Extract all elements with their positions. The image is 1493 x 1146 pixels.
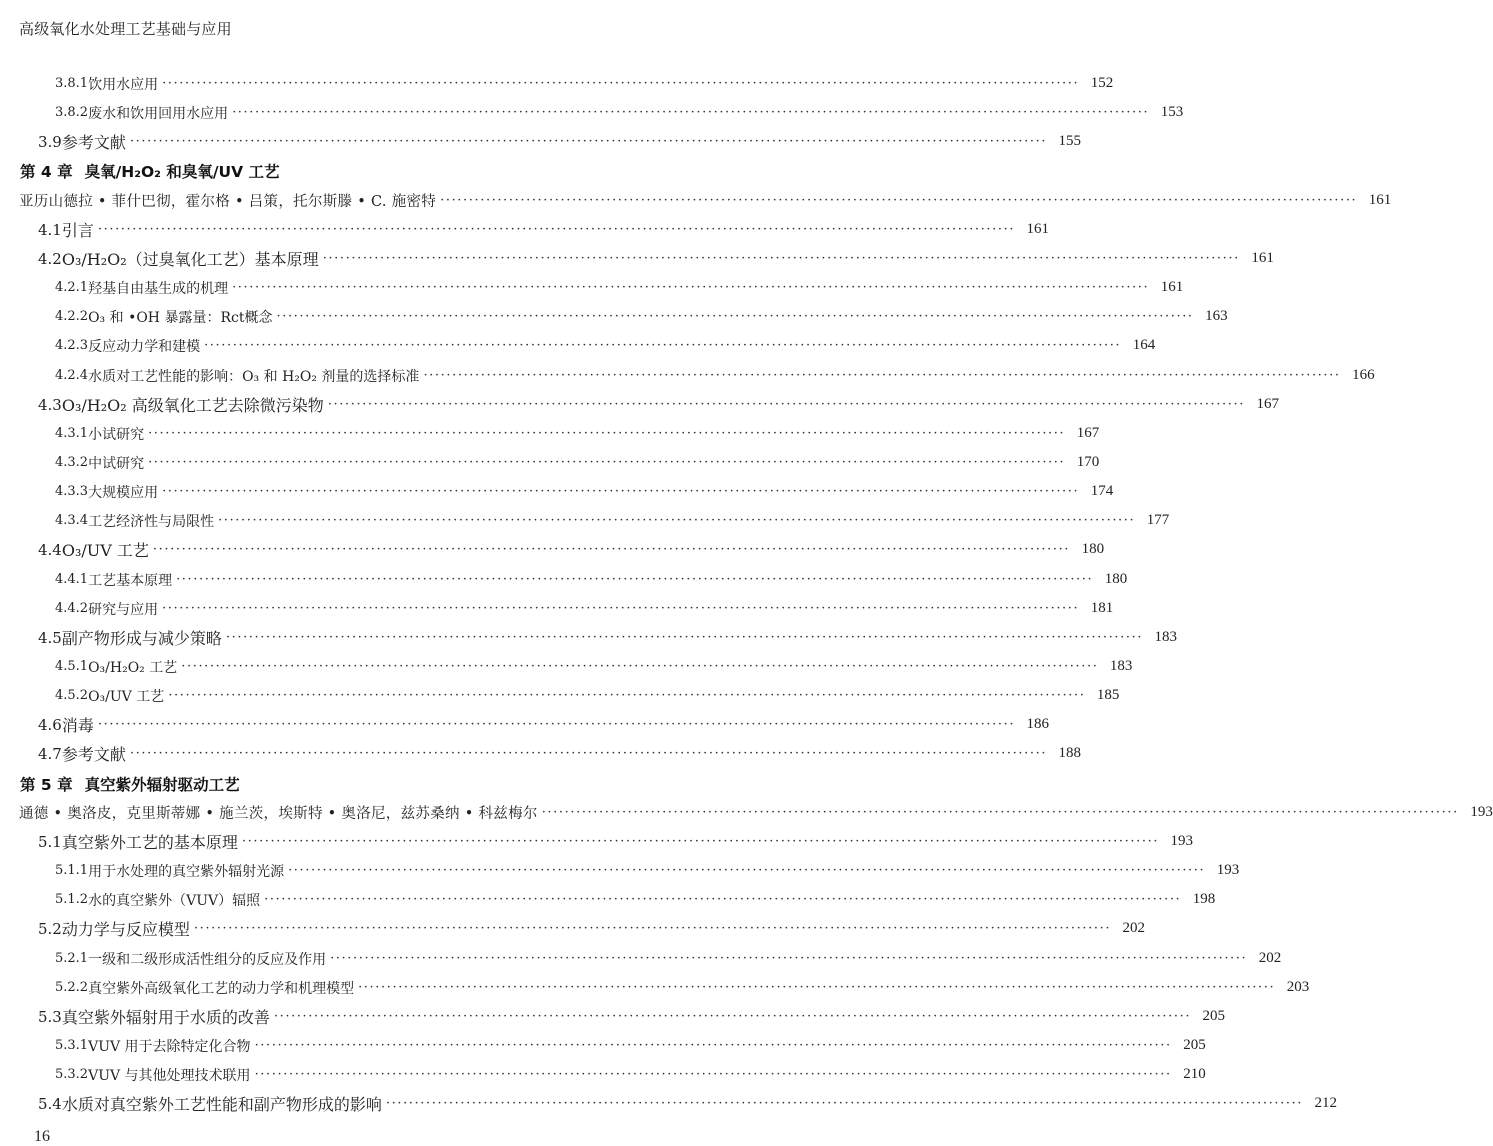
- section-title: 水质对工艺性能的影响：O₃ 和 H₂O₂ 剂量的选择标准: [88, 368, 420, 385]
- section-number: 5.4: [38, 1094, 62, 1113]
- dot-leader: ································································································································································: [168, 688, 1086, 703]
- section-title: O₃/H₂O₂（过臭氧化工艺）基本原理: [61, 250, 319, 269]
- section-number: 5.1.2: [55, 892, 89, 907]
- page-ref: 161: [1368, 192, 1392, 208]
- dot-leader: ································································································································································: [97, 717, 1016, 732]
- section-title: 真空紫外工艺的基本原理: [61, 833, 238, 852]
- page-ref: 161: [1026, 221, 1050, 237]
- dot-leader: ································································································································································: [152, 542, 1071, 557]
- toc-entry[interactable]: [55, 302, 1228, 331]
- section-number: 5.3.1: [55, 1038, 89, 1053]
- page-ref: 203: [1286, 979, 1310, 995]
- section-title: 水的真空紫外（VUV）辐照: [88, 892, 261, 909]
- dot-leader: ································································································································································: [162, 76, 1080, 91]
- page-number: 16: [34, 1128, 50, 1145]
- toc-entry[interactable]: [55, 448, 1100, 477]
- section-number: 4.2.1: [55, 280, 89, 295]
- dot-leader: ································································································································································: [541, 805, 1459, 820]
- section-number: 4.5.1: [55, 659, 89, 674]
- toc-entry[interactable]: [55, 273, 1184, 302]
- page-ref: 205: [1183, 1037, 1206, 1053]
- chapter-number: 第 5 章: [20, 775, 73, 794]
- section-number: 4.5: [38, 628, 62, 647]
- dot-leader: ································································································································································: [232, 105, 1150, 120]
- toc-entry[interactable]: [55, 594, 1114, 623]
- page-ref: 152: [1090, 75, 1114, 91]
- page-ref: 188: [1058, 745, 1082, 761]
- page-ref: 161: [1160, 279, 1184, 295]
- dot-leader: ································································································································································: [162, 484, 1080, 499]
- section-number: 5.1.1: [55, 863, 89, 878]
- section-number: 4.3.3: [55, 484, 89, 499]
- section-title: O₃/H₂O₂ 工艺: [88, 659, 178, 676]
- page-ref: 198: [1192, 891, 1216, 907]
- section-number: 5.1: [38, 832, 62, 851]
- toc-authors-entry[interactable]: [19, 798, 1493, 827]
- page-ref: 174: [1090, 483, 1114, 499]
- toc-entry[interactable]: [38, 1089, 1338, 1118]
- section-number: 4.1: [38, 220, 62, 239]
- section-title: 参考文献: [61, 745, 126, 764]
- toc-entry[interactable]: [55, 69, 1114, 98]
- section-title: VUV 与其他处理技术联用: [88, 1067, 251, 1084]
- page-ref: 210: [1183, 1066, 1206, 1082]
- toc-entry[interactable]: [38, 623, 1178, 652]
- section-number: 5.2.1: [55, 951, 89, 966]
- section-number: 4.4.1: [55, 572, 89, 587]
- section-number: 5.3.2: [55, 1067, 89, 1082]
- section-title: 中试研究: [88, 455, 145, 472]
- toc-entry[interactable]: [55, 885, 1216, 914]
- page-ref: 180: [1104, 571, 1128, 587]
- section-title: 一级和二级形成活性组分的反应及作用: [88, 951, 327, 968]
- toc-entry[interactable]: [38, 710, 1050, 739]
- page-ref: 167: [1076, 425, 1100, 441]
- toc-entry[interactable]: [55, 477, 1114, 506]
- section-number: 4.3: [38, 395, 62, 414]
- section-title: O₃ 和 •OH 暴露量：Rct概念: [88, 309, 273, 326]
- section-number: 4.2.2: [55, 309, 89, 324]
- section-title: 羟基自由基生成的机理: [88, 280, 229, 297]
- toc-entry[interactable]: [38, 1002, 1226, 1031]
- dot-leader: ································································································································································: [97, 222, 1016, 237]
- section-number: 5.2: [38, 919, 62, 938]
- dot-leader: ································································································································································: [129, 746, 1048, 761]
- section-number: 4.3.2: [55, 455, 89, 470]
- page-ref: 193: [1470, 804, 1493, 820]
- dot-leader: ································································································································································: [288, 863, 1206, 878]
- page-ref: 202: [1258, 950, 1282, 966]
- page-ref: 181: [1090, 600, 1114, 616]
- section-title: 小试研究: [88, 426, 145, 443]
- page-ref: 186: [1026, 716, 1050, 732]
- toc-entry[interactable]: [38, 914, 1146, 943]
- section-number: 3.8.1: [55, 76, 89, 91]
- toc-entry[interactable]: [38, 215, 1050, 244]
- toc-entry[interactable]: [55, 331, 1156, 360]
- toc-entry[interactable]: [38, 535, 1105, 564]
- section-number: 4.6: [38, 715, 62, 734]
- chapter-heading: [20, 156, 280, 185]
- toc-entry[interactable]: [38, 827, 1194, 856]
- toc-authors-entry[interactable]: [19, 186, 1392, 215]
- section-number: 4.4: [38, 540, 62, 559]
- page-ref: 205: [1202, 1008, 1226, 1024]
- toc-entry[interactable]: [55, 419, 1100, 448]
- section-number: 4.2.3: [55, 338, 89, 353]
- dot-leader: ································································································································································: [225, 630, 1144, 645]
- section-title: 引言: [61, 221, 94, 240]
- section-title: 工艺经济性与局限性: [88, 513, 215, 530]
- section-number: 4.2: [38, 249, 62, 268]
- section-title: 消毒: [61, 716, 94, 735]
- toc-entry[interactable]: [55, 652, 1133, 681]
- dot-leader: ································································································································································: [181, 659, 1099, 674]
- toc-entry[interactable]: [55, 1031, 1206, 1060]
- section-number: 3.9: [38, 132, 62, 151]
- page-ref: 177: [1146, 512, 1170, 528]
- page-ref: 202: [1122, 920, 1146, 936]
- dot-leader: ································································································································································: [204, 338, 1122, 353]
- page-ref: 153: [1160, 104, 1184, 120]
- section-title: 亚历山德拉 • 菲什巴彻，霍尔格 • 吕策，托尔斯滕 • C. 施密特: [19, 194, 437, 210]
- section-number: 4.2.4: [55, 368, 89, 383]
- toc-entry[interactable]: [38, 127, 1082, 156]
- dot-leader: ································································································································································: [148, 455, 1066, 470]
- dot-leader: ································································································································································: [162, 601, 1080, 616]
- section-number: 5.2.2: [55, 980, 89, 995]
- section-title: 用于水处理的真空紫外辐射光源: [88, 863, 285, 880]
- section-title: O₃/UV 工艺: [61, 541, 149, 560]
- section-title: 饮用水应用: [88, 76, 159, 93]
- section-title: 副产物形成与减少策略: [61, 629, 222, 648]
- toc-entry[interactable]: [55, 98, 1184, 127]
- toc-entry[interactable]: [38, 390, 1279, 419]
- dot-leader: ································································································································································: [273, 1009, 1192, 1024]
- section-number: 4.3.1: [55, 426, 89, 441]
- dot-leader: ································································································································································: [241, 834, 1160, 849]
- page-ref: 155: [1058, 133, 1082, 149]
- toc-entry[interactable]: [55, 1060, 1206, 1089]
- section-title: 废水和饮用回用水应用: [88, 105, 229, 122]
- dot-leader: ································································································································································: [358, 980, 1276, 995]
- page-ref: 170: [1076, 454, 1100, 470]
- toc-entry[interactable]: [55, 565, 1128, 594]
- dot-leader: ································································································································································: [276, 309, 1194, 324]
- section-title: 通德 • 奥洛皮，克里斯蒂娜 • 施兰茨，埃斯特 • 奥洛尼，兹苏桑纳 • 科兹梅尔: [19, 806, 538, 822]
- dot-leader: ································································································································································: [327, 397, 1245, 412]
- section-title: 水质对真空紫外工艺性能和副产物形成的影响: [61, 1095, 382, 1114]
- toc-entry[interactable]: [55, 506, 1170, 535]
- section-title: O₃/UV 工艺: [88, 688, 165, 705]
- section-title: 大规模应用: [88, 484, 159, 501]
- page-ref: 193: [1216, 862, 1240, 878]
- dot-leader: ································································································································································: [254, 1038, 1172, 1053]
- page-ref: 180: [1081, 541, 1105, 557]
- section-title: 动力学与反应模型: [61, 920, 190, 939]
- chapter-title: 臭氧/H₂O₂ 和臭氧/UV 工艺: [84, 162, 280, 181]
- section-title: VUV 用于去除特定化合物: [88, 1038, 251, 1055]
- page-ref: 163: [1205, 308, 1228, 324]
- chapter-heading: [20, 769, 240, 798]
- dot-leader: ································································································································································: [385, 1096, 1304, 1111]
- section-number: 4.4.2: [55, 601, 89, 616]
- section-title: 真空紫外高级氧化工艺的动力学和机理模型: [88, 980, 355, 997]
- dot-leader: ································································································································································: [193, 921, 1112, 936]
- page-ref: 167: [1256, 396, 1279, 412]
- section-title: 参考文献: [61, 133, 126, 152]
- page-ref: 161: [1251, 250, 1274, 266]
- dot-leader: ································································································································································: [232, 280, 1150, 295]
- dot-leader: ································································································································································: [330, 951, 1248, 966]
- page-ref: 193: [1170, 833, 1194, 849]
- section-number: 4.5.2: [55, 688, 89, 703]
- section-number: 4.3.4: [55, 513, 89, 528]
- dot-leader: ································································································································································: [423, 368, 1341, 383]
- section-title: 真空紫外辐射用于水质的改善: [61, 1008, 270, 1027]
- page-ref: 183: [1109, 658, 1133, 674]
- running-head: 高级氧化水处理工艺基础与应用: [19, 20, 232, 38]
- toc-entry[interactable]: [55, 681, 1120, 710]
- dot-leader: ································································································································································: [254, 1067, 1172, 1082]
- dot-leader: ································································································································································: [148, 426, 1066, 441]
- dot-leader: ································································································································································: [264, 892, 1182, 907]
- section-title: 反应动力学和建模: [88, 338, 201, 355]
- toc-entry[interactable]: [55, 973, 1310, 1002]
- dot-leader: ································································································································································: [176, 572, 1094, 587]
- section-title: O₃/H₂O₂ 高级氧化工艺去除微污染物: [61, 396, 324, 415]
- toc-entry[interactable]: [38, 244, 1274, 273]
- toc-entry[interactable]: [55, 944, 1282, 973]
- page-ref: 166: [1352, 367, 1375, 383]
- dot-leader: ································································································································································: [440, 193, 1358, 208]
- toc-entry[interactable]: [38, 739, 1082, 768]
- toc-entry[interactable]: [55, 856, 1240, 885]
- page-ref: 183: [1154, 629, 1178, 645]
- section-title: 研究与应用: [88, 601, 159, 618]
- chapter-title: 真空紫外辐射驱动工艺: [84, 775, 240, 794]
- section-number: 5.3: [38, 1007, 62, 1026]
- chapter-number: 第 4 章: [20, 162, 73, 181]
- section-number: 3.8.2: [55, 105, 89, 120]
- dot-leader: ································································································································································: [322, 251, 1240, 266]
- dot-leader: ································································································································································: [218, 513, 1136, 528]
- dot-leader: ································································································································································: [129, 134, 1048, 149]
- section-title: 工艺基本原理: [88, 572, 173, 589]
- section-number: 4.7: [38, 744, 62, 763]
- page-ref: 212: [1314, 1095, 1338, 1111]
- page-ref: 185: [1096, 687, 1120, 703]
- page-ref: 164: [1132, 337, 1156, 353]
- toc-entry[interactable]: [55, 361, 1375, 390]
